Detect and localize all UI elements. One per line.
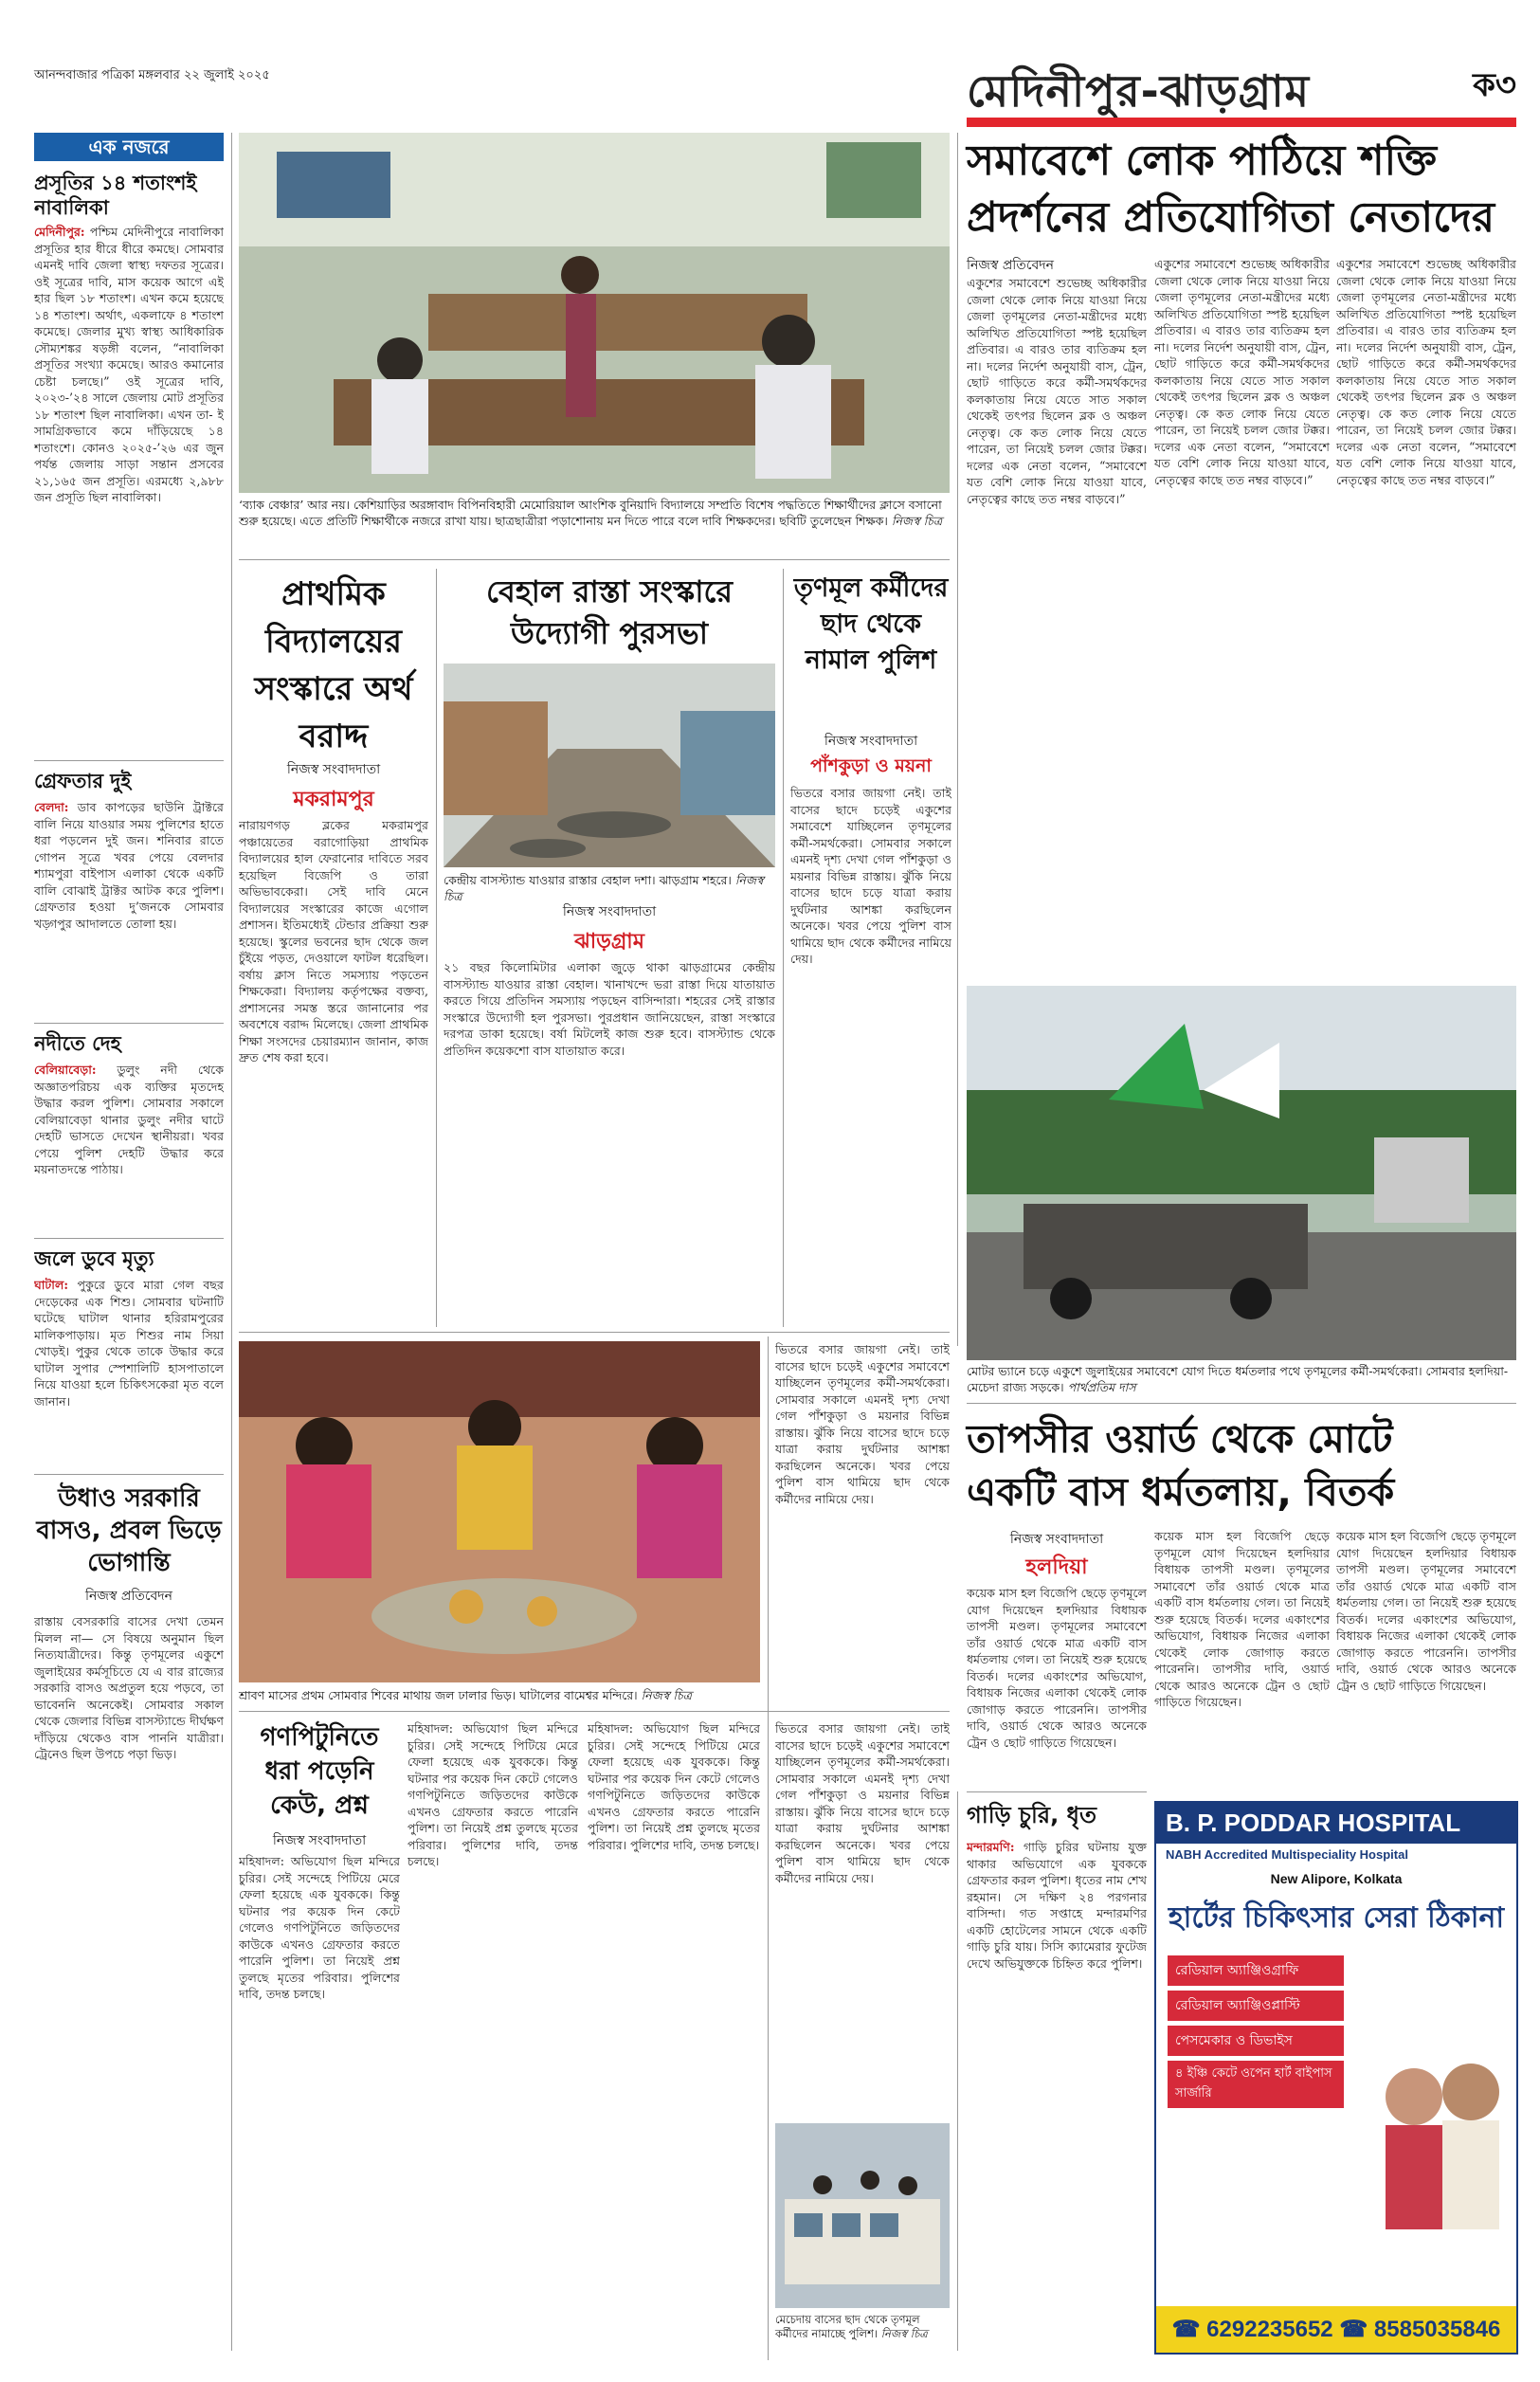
- lead-headline-1: সমাবেশে লোক পাঠিয়ে শক্তি: [967, 136, 1437, 185]
- absent-bus-story: [34, 1482, 224, 2220]
- bus-body-col2: কয়েক মাস হল বিজেপি ছেড়ে তৃণমূলে যোগ দিয়েছেন হলদিয়ার বিধায়ক তাপসী মণ্ডল। তৃণমূলের সমাবেশে তাঁর ওয়ার্ড থেকে মাত্র একটি বাস ধর্মতলায় গেল। তা নিয়েই শুরু হয়েছে বিতর্ক। দলের একাংশের অভিযোগ, বিধায়ক নিজের এলাকা থেকেই লোক জোগাড় করতে পারেননি। তাপসীর দাবি, ওয়ার্ড থেকে আরও অনেকে ট্রেন ও ছোট গাড়িতে গিয়েছেন।: [1154, 1529, 1330, 1709]
- rally-photo: [967, 986, 1516, 1360]
- glance-text: পশ্চিম মেদিনীপুরে নাবালিকা প্রসূতির হার ধীরে ধীরে কমছে। সোমবার এমনই দাবি জেলা স্বাস্থ্য দফতর সূত্রের। ওই সূত্রের দাবি, মাস কয়েক আগে এই হার ছিল ১৮ শতাংশ। এখন কমে হয়েছে ১৪ শতাংশ। অর্থাৎ, একলাফে ৪ শতাংশ কমেছে। জেলার মুখ্য স্বাস্থ্য আধিকারিক সৌম্যশঙ্কর ষড়ঙ্গী বলেন, “নাবালিকা প্রসূতির সংখ্যা কমেছে। আরও কমানোর চেষ্টা চলছে।” ওই সূত্রের দাবি, ২০২৩-’২৪ সালে জেলায় মোট প্রসূতির ১৮ শতাংশ ছিল নাবালিকা। এখন তা- ই সামগ্রিকভাবে কমে দাঁড়িয়েছে ১৪ শতাংশে। কোনও ২০২৫-’২৬ এর জুন পর্যন্ত জেলায় সাড়া সন্তান প্রসবের ২১,১৬৫ জন প্রসূতি। এরমধ্যে ২,৯৮৮ জন প্রসূতি ছিল নাবালিকা।: [34, 225, 224, 504]
- ritual-caption: [239, 1687, 760, 1706]
- lead-body: একুশের সমাবেশে শুভেচ্ছ অধিকারীর জেলা থেকে লোক নিয়ে যাওয়া নিয়ে জেলা তৃণমূলের নেতা-মন্ত্রীদের মধ্যে অলিখিত প্রতিযোগিতা স্পষ্ট হয়েছিল প্রতিবার। এ বারও তার ব্যতিক্রম হল না। দলের নির্দেশ অনুযায়ী বাস, ট্রেন, ছোট গাড়িতে করে কর্মী-সমর্থকদের কলকাতায় নিয়ে যেতে সাত সকাল থেকেই তৎপর ছিলেন ব্লক ও অঞ্চল নেতৃত্ব। কে কত লোক নিয়ে যেতে পারেন, তা নিয়েই চলল জোর টক্কর। দলের এক নেতা বলেন, “সমাবেশে যত বেশি লোক নিয়ে যাওয়া যাবে, নেতৃত্বের কাছে তত নম্বর বাড়বে।”: [967, 276, 1147, 506]
- glance-item: [34, 171, 224, 755]
- glance-item-title: গ্রেফতার দুই: [34, 770, 132, 792]
- glance-item-body: [34, 1062, 224, 1232]
- roof-headline: তৃণমূল কর্মীদের ছাদ থেকে নামাল পুলিশ: [793, 573, 949, 675]
- classroom-photo-image: [239, 133, 950, 493]
- bus-body: কয়েক মাস হল বিজেপি ছেড়ে তৃণমূলে যোগ দিয়েছেন হলদিয়ার বিধায়ক তাপসী মণ্ডল। তৃণমূলের সমাবেশে তাঁর ওয়ার্ড থেকে মাত্র একটি বাস ধর্মতলায় গেল। তা নিয়েই শুরু হয়েছে বিতর্ক। দলের একাংশের অভিযোগ, বিধায়ক নিজের এলাকা থেকেই লোক জোগাড় করতে পারেননি। তাপসীর দাবি, ওয়ার্ড থেকে আরও অনেকে ট্রেন ও ছোট গাড়িতে গিয়েছেন।: [967, 1586, 1147, 1750]
- bus-roof-caption-text: মেচেদায় বাসের ছাদ থেকে তৃণমূল কর্মীদের নামাচ্ছে পুলিশ।: [775, 2313, 920, 2340]
- glance-text: পুকুরে ডুবে মারা গেল বছর দেড়েকের এক শিশু। সোমবার ঘটনাটি ঘটেছে ঘাটাল থানার হরিরামপুরের মালিকপাড়ায়। মৃত শিশুর নাম সিয়া খোড়ই। পুকুর থেকে তাকে উদ্ধার করে ঘাটাল সুপার স্পেশালিটি হাসপাতালে নিয়ে যাওয়া হলে চিকিৎসকেরা মৃত বলে জানান।: [34, 1278, 224, 1409]
- mob-body: মহিষাদল: অভিযোগ ছিল মন্দিরে চুরির। সেই সন্দেহে পিটিয়ে মেরে ফেলা হয়েছে এক যুবককে। কিন্তু ঘটনার পর কয়েক দিন কেটে গেলেও গণপিটুনিতে জড়িতদের কাউকে এখনও গ্রেফতার করতে পারেনি পুলিশ। তা নিয়েই প্রশ্ন তুলছে মৃতের পরিবার। পুলিশের দাবি, তদন্ত চলছে।: [239, 1854, 400, 2001]
- roof-place: পাঁশকুড়া ও ময়না: [810, 755, 932, 776]
- glance-text: ডুলুং নদী থেকে অজ্ঞাতপরিচয় এক ব্যক্তির মৃতদেহ উদ্ধার করল পুলিশ। সোমবার সকালে বেলিয়াবেড়া থানার ডুলুং নদীর ঘাটে দেহটি ভাসতে দেখেন স্থানীয়রা। খবর পেয়ে পুলিশ দেহটি উদ্ধার করে ময়নাতদন্তে পাঠায়।: [34, 1063, 224, 1176]
- glance-dateline: বেলদা:: [34, 800, 69, 814]
- glance-item-title: জলে ডুবে মৃত্যু: [34, 1247, 154, 1270]
- classroom-photo: [239, 133, 950, 493]
- glance-dateline: ঘাটাল:: [34, 1278, 68, 1292]
- mob-byline: নিজস্ব সংবাদদাতা: [272, 1833, 367, 1848]
- phone-icon: ☎: [1339, 2317, 1368, 2342]
- glance-item-title: প্রসূতির ১৪ শতাংশই নাবালিকা: [34, 172, 197, 219]
- glance-item-body: [34, 224, 224, 755]
- phone-icon: ☎: [1171, 2317, 1201, 2342]
- ritual-caption-text: শ্রাবণ মাসের প্রথম সোমবার শিবের মাথায় জল ঢালার ভিড়। ঘাটালের বামেশ্বর মন্দিরে।: [239, 1688, 638, 1702]
- glance-column: [34, 171, 224, 2341]
- hospital-ad[interactable]: [1154, 1801, 1518, 2355]
- ad-service: রেডিয়াল অ্যাঞ্জিওপ্লাস্টি: [1168, 1991, 1344, 2021]
- glance-item: [34, 1029, 224, 1232]
- absent-bus-byline: নিজস্ব প্রতিবেদন: [85, 1589, 172, 1604]
- glance-item-title: নদীতে দেহ: [34, 1032, 121, 1055]
- ad-tagline: হার্টের চিকিৎসার সেরা ঠিকানা: [1168, 1901, 1505, 1935]
- lead-byline: নিজস্ব প্রতিবেদন: [967, 258, 1054, 273]
- bus-roof-photo: [775, 2123, 950, 2308]
- theft-headline: গাড়ি চুরি, ধৃত: [967, 1802, 1096, 1828]
- ad-accreditation: NABH Accredited Multispeciality Hospital: [1166, 1847, 1408, 1862]
- roof-byline: নিজস্ব সংবাদদাতা: [824, 734, 918, 749]
- roof-body-continued: ভিতরে বসার জায়গা নেই। তাই বাসের ছাদে চড়েই একুশের সমাবেশে যাচ্ছিলেন তৃণমূলের কর্মী-সমর্থকেরা। সোমবার সকালে এমনই দৃশ্য দেখা গেল পাঁশকুড়া ও ময়নার বিভিন্ন রাস্তায়। ঝুঁকি নিয়ে বাসের ছাদে চড়ে যাত্রা করায় দুর্ঘটনার আশঙ্কা করছিলেন অনেকে। খবর পেয়ে পুলিশ বাস থামিয়ে ছাদ থেকে কর্মীদের নামিয়ে দেয়।: [775, 1342, 950, 1506]
- ad-phone-1[interactable]: 6292235652: [1206, 2317, 1333, 2342]
- road-headline: বেহাল রাস্তা সংস্কারে উদ্যোগী পুরসভা: [486, 573, 733, 651]
- road-caption: [444, 872, 775, 903]
- ad-service: ৪ ইঞ্চি কেটে ওপেন হার্ট বাইপাস সার্জারি: [1168, 2061, 1344, 2108]
- road-byline: নিজস্ব সংবাদদাতা: [562, 904, 657, 919]
- ad-service: রেডিয়াল অ্যাঞ্জিওগ্রাফি: [1168, 1955, 1344, 1986]
- classroom-credit: নিজস্ব চিত্র: [891, 514, 943, 528]
- bus-headline-1: তাপসীর ওয়ার্ড থেকে মোটে: [967, 1416, 1393, 1462]
- bus-body-col3: কয়েক মাস হল বিজেপি ছেড়ে তৃণমূলে যোগ দিয়েছেন হলদিয়ার বিধায়ক তাপসী মণ্ডল। তৃণমূলের সমাবেশে তাঁর ওয়ার্ড থেকে মাত্র একটি বাস ধর্মতলায় গেল। তা নিয়েই শুরু হয়েছে বিতর্ক। দলের একাংশের অভিযোগ, বিধায়ক নিজের এলাকা থেকেই লোক জোগাড় করতে পারেননি। তাপসীর দাবি, ওয়ার্ড থেকে আরও অনেকে ট্রেন ও ছোট গাড়িতে গিয়েছেন।: [1336, 1529, 1516, 1693]
- bus-roof-credit: নিজস্ব চিত্র: [880, 2327, 928, 2340]
- theft-body: [967, 1839, 1147, 2341]
- page-number: ক৩: [1473, 66, 1516, 104]
- classroom-caption: [239, 497, 950, 554]
- glance-item-body: [34, 1277, 224, 1466]
- bus-place: হলদিয়া: [1025, 1555, 1088, 1579]
- section-header: [967, 59, 1516, 117]
- primary-place: মকরামপুর: [293, 788, 374, 811]
- mob-body-col2: মহিষাদল: অভিযোগ ছিল মন্দিরে চুরির। সেই সন্দেহে পিটিয়ে মেরে ফেলা হয়েছে এক যুবককে। কিন্তু ঘটনার পর কয়েক দিন কেটে গেলেও গণপিটুনিতে জড়িতদের কাউকে এখনও গ্রেফতার করতে পারেনি পুলিশ। তা নিয়েই প্রশ্ন তুলছে মৃতের পরিবার। পুলিশের দাবি, তদন্ত চলছে।: [408, 1721, 578, 1868]
- glance-item: [34, 767, 224, 1017]
- ad-phone-2[interactable]: 8585035846: [1373, 2317, 1501, 2342]
- rally-credit: পার্থপ্রতিম দাস: [1067, 1380, 1136, 1394]
- classroom-caption-text: ‘ব্যাক বেঞ্চার’ আর নয়। কেশিয়াড়ির অরঙ্গাবাদ বিপিনবিহারী মেমোরিয়াল আংশিক বুনিয়াদি বিদ্যালয়ে সম্প্রতি বিশেষ পদ্ধতিতে শিক্ষার্থীদের ক্লাসে বসানো শুরু হয়েছে। এতে প্রতিটি শিক্ষার্থীকে নজরে রাখা যায়। ছাত্রছাত্রীরা পড়াশোনায় মন দিতে পারে বলে দাবি শিক্ষকদের। ছবিটি তুলেছেন শিক্ষক।: [239, 498, 942, 528]
- lead-headline-2: প্রদর্শনের প্রতিযোগিতা নেতাদের: [967, 193, 1495, 242]
- glance-dateline: মেদিনীপুর:: [34, 225, 85, 239]
- glance-item: [34, 1245, 224, 1466]
- glance-label: এক নজরে: [34, 133, 224, 161]
- road-photo-image: [444, 664, 775, 867]
- lead-body-col3: একুশের সমাবেশে শুভেচ্ছ অধিকারীর জেলা থেকে লোক নিয়ে যাওয়া নিয়ে জেলা তৃণমূলের নেতা-মন্ত্রীদের মধ্যে অলিখিত প্রতিযোগিতা স্পষ্ট হয়েছিল প্রতিবার। এ বারও তার ব্যতিক্রম হল না। দলের নির্দেশ অনুযায়ী বাস, ট্রেন, ছোট গাড়িতে করে কর্মী-সমর্থকদের কলকাতায় নিয়ে যেতে সাত সকাল থেকেই তৎপর ছিলেন ব্লক ও অঞ্চল নেতৃত্ব। কে কত লোক নিয়ে যেতে পারেন, তা নিয়েই চলল জোর টক্কর। দলের এক নেতা বলেন, “সমাবেশে যত বেশি লোক নিয়ে যাওয়া যাবে, নেতৃত্বের কাছে তত নম্বর বাড়বে।”: [1336, 257, 1516, 487]
- primary-byline: নিজস্ব সংবাদদাতা: [286, 762, 381, 777]
- ritual-credit: নিজস্ব চিত্র: [641, 1688, 692, 1702]
- bus-byline: নিজস্ব সংবাদদাতা: [1009, 1532, 1104, 1547]
- roof-body-tail: ভিতরে বসার জায়গা নেই। তাই বাসের ছাদে চড়েই একুশের সমাবেশে যাচ্ছিলেন তৃণমূলের কর্মী-সমর্থকেরা। সোমবার সকালে এমনই দৃশ্য দেখা গেল পাঁশকুড়া ও ময়নার বিভিন্ন রাস্তায়। ঝুঁকি নিয়ে বাসের ছাদে চড়ে যাত্রা করায় দুর্ঘটনার আশঙ্কা করছিলেন অনেকে। খবর পেয়ে পুলিশ বাস থামিয়ে ছাদ থেকে কর্মীদের নামিয়ে দেয়।: [775, 1721, 950, 1885]
- road-place: ঝাড়গ্রাম: [574, 930, 644, 954]
- theft-dateline: মন্দারমণি:: [967, 1840, 1015, 1854]
- date-line: আনন্দবাজার পত্রিকা মঙ্গলবার ২২ জুলাই ২০২৫: [34, 68, 270, 82]
- ad-hospital-name: B. P. PODDAR HOSPITAL: [1156, 1803, 1516, 1844]
- road-credit: নিজস্ব চিত্র: [444, 873, 764, 903]
- road-body: ২১ বছর কিলোমিটার এলাকা জুড়ে থাকা ঝাড়গ্রামের কেন্দ্রীয় বাসস্ট্যান্ড যাওয়ার রাস্তা বেহাল। খানাখন্দে ভরা রাস্তা দিয়ে যাতায়াত করতে গিয়ে প্রতিদিন সমস্যায় পড়ছেন বাসিন্দারা। শহরের সেই রাস্তার সংস্কারে উদ্যোগী হল পুরসভা। পুরপ্রধান জানিয়েছেন, রাস্তা সংস্কারে দরপত্র ডাকা হয়েছে। বর্ষা মিটলেই কাজ শুরু হবে। বাসস্ট্যান্ড থেকে প্রতিদিন কয়েকশো বাস যাতায়াত করে।: [444, 960, 775, 1058]
- mob-headline: গণপিটুনিতে ধরা পড়েনি কেউ, প্রশ্ন: [260, 1723, 379, 1820]
- bus-roof-photo-image: [775, 2123, 950, 2308]
- rally-photo-image: [967, 986, 1516, 1360]
- glance-text: ডাব কাপড়ের ছাউনি ট্রাক্টরে বালি নিয়ে যাওয়ার সময় পুলিশের হাতে ধরা পড়লেন দুই জন। শনিবার রাতে গোপন সূত্রে খবর পেয়ে বেলদার শ্যামপুরা বাইপাস এলাকা থেকে একটি বালি বোঝাই ট্রাক্টর আটক করে পুলিশ। গ্রেফতার হওয়া দু’জনকে সোমবার খড়্গপুর আদালতে তোলা হয়।: [34, 800, 224, 931]
- header-rule: [967, 118, 1516, 127]
- rally-caption: [967, 1363, 1516, 1401]
- road-caption-text: কেন্দ্রীয় বাসস্ট্যান্ড যাওয়ার রাস্তার বেহাল দশা। ঝাড়গ্রাম শহরে।: [444, 873, 732, 887]
- ad-service: পেসমেকার ও ডিভাইস: [1168, 2026, 1344, 2056]
- absent-bus-body: রাস্তায় বেসরকারি বাসের দেখা তেমন মিলল না— সে বিষয়ে অনুমান ছিল নিত্যযাত্রীদের। কিন্তু তৃণমূলের একুশে জুলাইয়ের কর্মসূচিতে যে এ বার রাজ্যের সরকারি বাসও অপ্রতুল হয়ে পড়বে, তা ভাবেননি অনেকেই। সোমবার সকাল থেকে জেলার বিভিন্ন বাসস্ট্যান্ডে দীর্ঘক্ষণ দাঁড়িয়ে থেকেও বাস পাননি যাত্রীরা। ট্রেনেও ছিল উপচে পড়া ভিড়।: [34, 1614, 224, 1761]
- ad-doctors-image: [1367, 2040, 1509, 2229]
- theft-text: গাড়ি চুরির ঘটনায় যুক্ত থাকার অভিযোগে এক যুবককে গ্রেফতার করল পুলিশ। ধৃতের নাম শেখ রহমান। সে দক্ষিণ ২৪ পরগনার বাসিন্দা। গত সপ্তাহে মন্দারমণির একটি হোটেলের সামনে থেকে একটি গাড়ি চুরি যায়। সিসি ক্যামেরার ফুটেজ দেখে অভিযুক্তকে চিহ্নিত করে পুলিশ।: [967, 1840, 1147, 1971]
- ad-location: New Alipore, Kolkata: [1270, 1871, 1403, 1886]
- mob-body-col3: মহিষাদল: অভিযোগ ছিল মন্দিরে চুরির। সেই সন্দেহে পিটিয়ে মেরে ফেলা হয়েছে এক যুবককে। কিন্তু ঘটনার পর কয়েক দিন কেটে গেলেও গণপিটুনিতে জড়িতদের কাউকে এখনও গ্রেফতার করতে পারেনি পুলিশ। তা নিয়েই প্রশ্ন তুলছে মৃতের পরিবার। পুলিশের দাবি, তদন্ত চলছে।: [588, 1721, 760, 1852]
- primary-body: নারায়ণগড় ব্লকের মকরামপুর পঞ্চায়েতের বরাগোড়িয়া প্রাথমিক বিদ্যালয়ের হাল ফেরানোর দাবিতে সরব হয়েছিল বিজেপি ও তারা অভিভাবকেরা। সেই দাবি মেনে বিদ্যালয়ের সংস্কারের কাজে এগোল প্রশাসন। ইতিমধ্যেই টেন্ডার প্রক্রিয়া শুরু হয়েছে। স্কুলের ভবনের ছাদ থেকে জল চুঁইয়ে পড়ত, দেওয়ালে ফাটল ধরেছিল। বর্ষায় ক্লাস নিতে সমস্যায় পড়তেন শিক্ষকেরা। বিদ্যালয় কর্তৃপক্ষের বক্তব্য, প্রশাসনের সমস্ত স্তরে জানানোর পর অবশেষে বরাদ্দ মিলেছে। জেলা প্রাথমিক শিক্ষা সংসদের চেয়ারম্যান জানান, কাজ দ্রুত শেষ করা হবে।: [239, 818, 428, 1064]
- road-photo: [444, 664, 775, 867]
- ritual-photo: [239, 1341, 760, 1682]
- bus-headline-2: একটি বাস ধর্মতলায়, বিতর্ক: [967, 1469, 1395, 1515]
- glance-item-body: [34, 799, 224, 1017]
- primary-headline: প্রাথমিক বিদ্যালয়ের সংস্কারে অর্থ বরাদ্দ: [254, 575, 413, 755]
- roof-body: ভিতরে বসার জায়গা নেই। তাই বাসের ছাদে চড়েই একুশের সমাবেশে যাচ্ছিলেন তৃণমূলের কর্মী-সমর্থকেরা। সোমবার সকালে এমনই দৃশ্য দেখা গেল পাঁশকুড়া ও ময়নার বিভিন্ন রাস্তায়। ঝুঁকি নিয়ে বাসের ছাদে চড়ে যাত্রা করায় দুর্ঘটনার আশঙ্কা করছিলেন অনেকে। খবর পেয়ে পুলিশ বাস থামিয়ে ছাদ থেকে কর্মীদের নামিয়ে দেয়।: [790, 786, 951, 966]
- section-title: মেদিনীপুর-ঝাড়গ্রাম: [967, 65, 1311, 117]
- absent-bus-headline: উধাও সরকারি বাসও, প্রবল ভিড়ে ভোগান্তি: [36, 1484, 222, 1577]
- rally-caption-text: মোটর ভ্যানে চড়ে একুশে জুলাইয়ের সমাবেশে যোগ দিতে ধর্মতলার পথে তৃণমূলের কর্মী-সমর্থকেরা। সোমবার হলদিয়া-মেচেদা রাজ্য সড়কে।: [967, 1364, 1509, 1394]
- bus-roof-caption: [775, 2313, 950, 2351]
- ritual-photo-image: [239, 1341, 760, 1682]
- glance-dateline: বেলিয়াবেড়া:: [34, 1063, 97, 1077]
- lead-body-col2: একুশের সমাবেশে শুভেচ্ছ অধিকারীর জেলা থেকে লোক নিয়ে যাওয়া নিয়ে জেলা তৃণমূলের নেতা-মন্ত্রীদের মধ্যে অলিখিত প্রতিযোগিতা স্পষ্ট হয়েছিল প্রতিবার। এ বারও তার ব্যতিক্রম হল না। দলের নির্দেশ অনুযায়ী বাস, ট্রেন, ছোট গাড়িতে করে কর্মী-সমর্থকদের কলকাতায় নিয়ে যেতে সাত সকাল থেকেই তৎপর ছিলেন ব্লক ও অঞ্চল নেতৃত্ব। কে কত লোক নিয়ে যেতে পারেন, তা নিয়েই চলল জোর টক্কর। দলের এক নেতা বলেন, “সমাবেশে যত বেশি লোক নিয়ে যাওয়া যাবে, নেতৃত্বের কাছে তত নম্বর বাড়বে।”: [1154, 257, 1330, 487]
- ad-phones: [1156, 2306, 1516, 2353]
